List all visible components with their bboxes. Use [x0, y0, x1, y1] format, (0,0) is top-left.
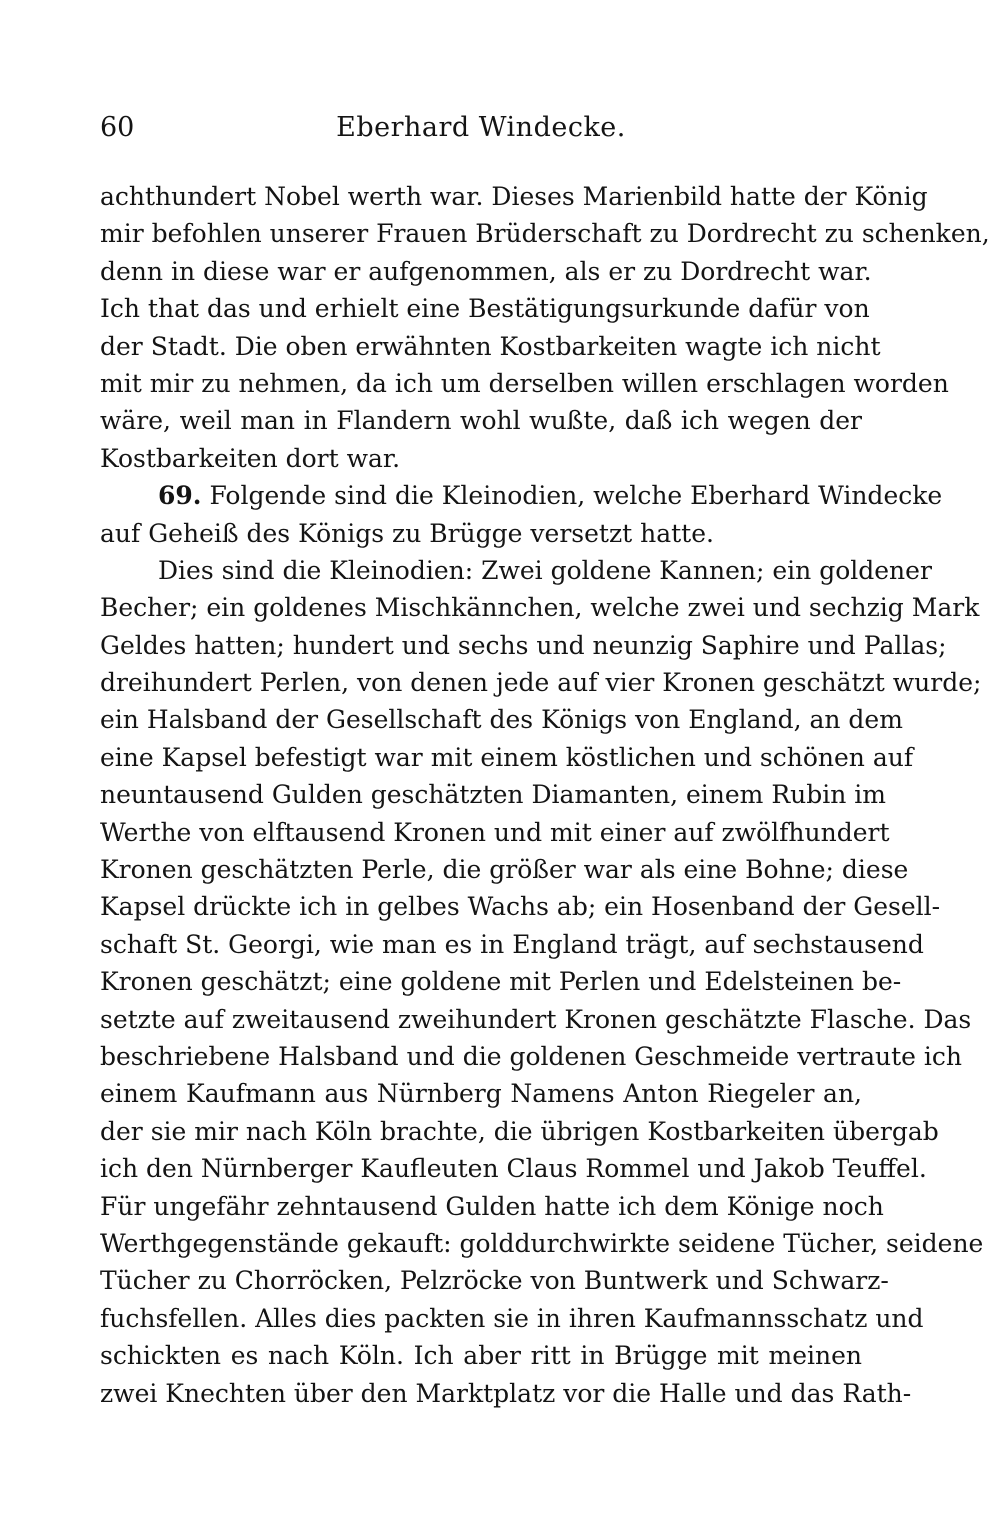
paragraph-line: einem Kaufmann aus Nürnberg Namens Anton Riegeler an,	[100, 1079, 862, 1109]
text-line: wäre, weil man in Flandern wohl wußte, daß ich wegen der	[100, 406, 862, 436]
paragraph-line: neuntausend Gulden geschätzten Diamanten, einem Rubin im	[100, 780, 886, 810]
section-heading-text: Folgende sind die Kleinodien, welche Eberhard Windecke	[209, 481, 943, 511]
text-line: mir befohlen unserer Frauen Brüderschaft zu Dordrecht zu schenken,	[100, 219, 990, 249]
text-line: der Stadt. Die oben erwähnten Kostbarkeiten wagte ich nicht	[100, 331, 881, 361]
section-number: 69.	[158, 481, 202, 511]
paragraph-line: fuchsfellen. Alles dies packten sie in ihren Kaufmannsschatz und	[100, 1303, 924, 1333]
page-number: 60	[100, 112, 135, 143]
paragraph-line: Kapsel drückte ich in gelbes Wachs ab; ein Hosenband der Gesell-	[100, 892, 941, 922]
paragraph-line: Becher; ein goldenes Mischkännchen, welche zwei und sechzig Mark	[100, 593, 980, 623]
paragraph-line: Für ungefähr zehntausend Gulden hatte ich dem Könige noch	[100, 1191, 884, 1221]
paragraph-line: Kronen geschätzt; eine goldene mit Perlen und Edelsteinen be-	[100, 967, 902, 997]
page-body	[100, 178, 990, 1412]
paragraph-line: Werthe von elftausend Kronen und mit einer auf zwölfhundert	[100, 817, 890, 847]
paragraph-line: Werthgegenstände gekauft: golddurchwirkte seidene Tücher, seidene	[100, 1228, 984, 1258]
paragraph-line: Kronen geschätzten Perle, die größer war als eine Bohne; diese	[100, 855, 909, 885]
section-heading	[100, 477, 943, 514]
paragraph-line: schaft St. Georgi, wie man es in England trägt, auf sechstausend	[100, 929, 924, 959]
running-title: Eberhard Windecke.	[336, 112, 626, 143]
paragraph-line: dreihundert Perlen, von denen jede auf vier Kronen geschätzt wurde;	[100, 668, 982, 698]
paragraph-line: beschriebene Halsband und die goldenen Geschmeide vertraute ich	[100, 1041, 962, 1071]
text-line: achthundert Nobel werth war. Dieses Marienbild hatte der König	[100, 182, 928, 211]
paragraph-line: zwei Knechten über den Marktplatz vor die Halle und das Rath-	[100, 1378, 912, 1408]
page-header	[100, 112, 862, 152]
section-heading-continued: auf Geheiß des Königs zu Brügge versetzt hatte.	[100, 518, 714, 548]
text-line: Ich that das und erhielt eine Bestätigungsurkunde dafür von	[100, 294, 870, 324]
paragraph-line: ich den Nürnberger Kaufleuten Claus Rommel und Jakob Teuffel.	[100, 1154, 927, 1184]
paragraph-line: der sie mir nach Köln brachte, die übrigen Kostbarkeiten übergab	[100, 1116, 939, 1146]
paragraph-line: setzte auf zweitausend zweihundert Kronen geschätzte Flasche. Das	[100, 1004, 972, 1034]
paragraph-line: Dies sind die Kleinodien: Zwei goldene Kannen; ein goldener	[158, 555, 932, 585]
text-line: Kostbarkeiten dort war.	[100, 443, 401, 473]
paragraph-line: ein Halsband der Gesellschaft des Königs von England, an dem	[100, 705, 903, 735]
paragraph-line: Tücher zu Chorröcken, Pelzröcke von Buntwerk und Schwarz-	[100, 1266, 889, 1296]
text-line: mit mir zu nehmen, da ich um derselben willen erschlagen worden	[100, 368, 949, 398]
paragraph-line: eine Kapsel befestigt war mit einem köstlichen und schönen auf	[100, 742, 914, 772]
paragraph-line: Geldes hatten; hundert und sechs und neunzig Saphire und Pallas;	[100, 630, 947, 660]
text-line: denn in diese war er aufgenommen, als er zu Dordrecht war.	[100, 256, 872, 286]
paragraph-line: schickten es nach Köln. Ich aber ritt in Brügge mit meinen	[100, 1341, 862, 1371]
